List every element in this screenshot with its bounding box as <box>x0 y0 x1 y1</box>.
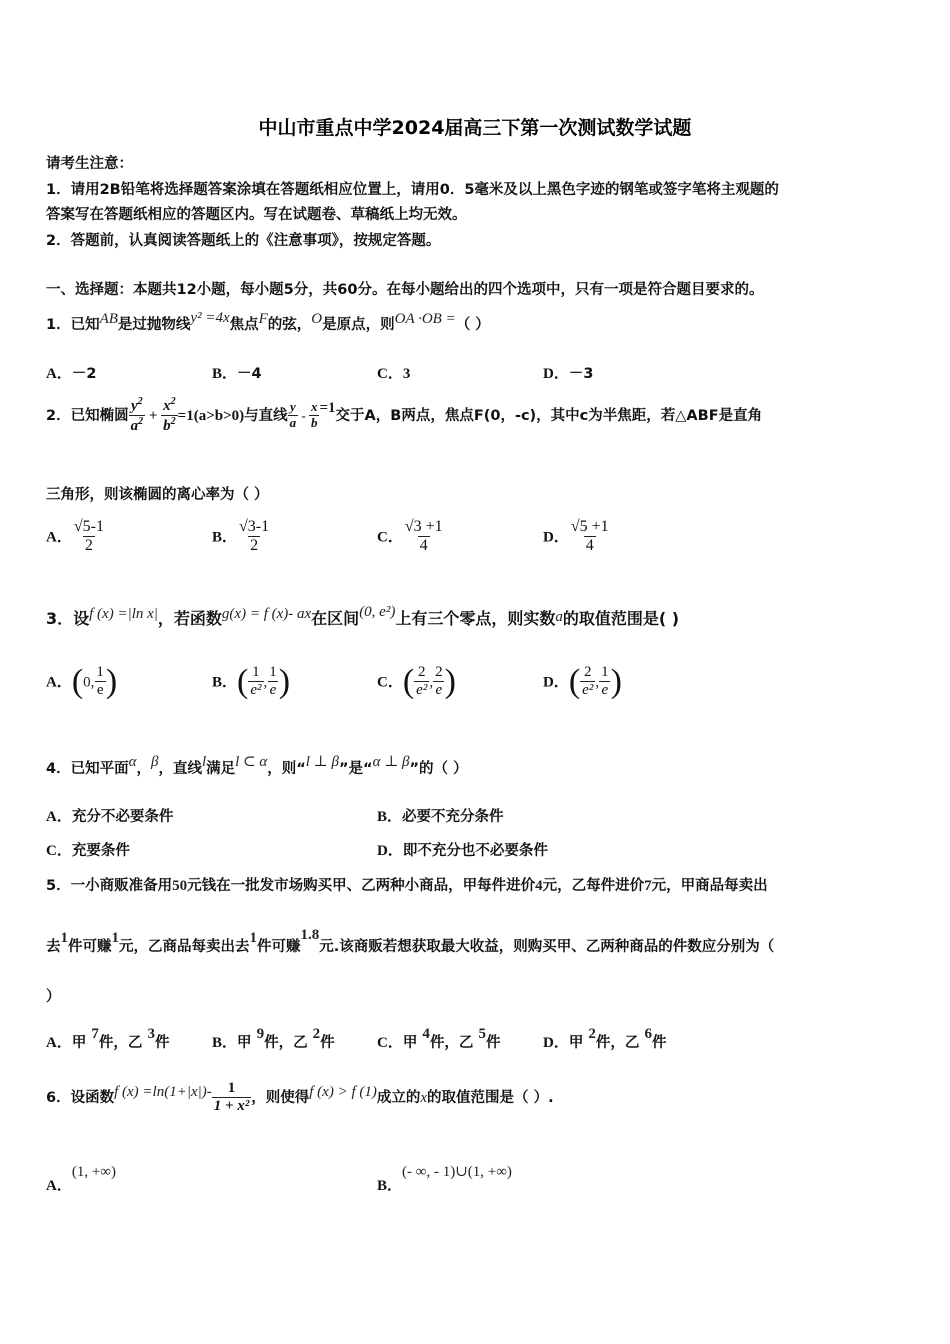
q1-option-b[interactable]: B．－4 <box>212 366 262 382</box>
q2-line-equals: =1 <box>319 399 336 416</box>
q4-beta: β <box>150 754 159 770</box>
q3-a: a <box>555 609 563 625</box>
q2-ellipse-x-term: $\frac{x^2}{b^2}$ <box>163 396 176 435</box>
q4-option-c[interactable]: C．充要条件 <box>46 843 130 859</box>
q3-f-def: f (x) =|ln x| <box>89 606 158 622</box>
q5-price-b: 7 <box>644 878 652 894</box>
q4-option-a[interactable]: A．充分不必要条件 <box>46 809 174 825</box>
question-6: 6．设函数f (x) =ln(1+|x|)- $\frac{1}{\text{1 + x²}}$ ，则使得f (x) > f (1)成立的x的取值范围是（ ）. <box>46 1080 554 1115</box>
q1-focus-f: F <box>258 311 268 327</box>
q5-option-a[interactable]: A．甲 7件，乙 3件 <box>46 1026 170 1051</box>
q1-origin-o: O <box>311 311 323 327</box>
q4-perp-2: α ⊥ β <box>372 754 410 770</box>
q3-g-def: g(x) = f (x)- ax <box>221 606 312 622</box>
q1-option-c[interactable]: C．3 <box>377 366 411 382</box>
q6-function: f (x) =ln(1+|x|)- <box>114 1083 212 1100</box>
q6-fraction: $\frac{1}{\text{1 + x²}}$ <box>213 1080 250 1115</box>
q2-line-y-term: $\frac{y}{a}$ <box>289 399 297 431</box>
q3-option-a[interactable]: A．(0, $\frac{1}{e}$ ) <box>46 662 118 700</box>
q1-text-6: （ ） <box>455 317 490 333</box>
q3-text-3: 在区间 <box>311 609 360 628</box>
question-2: 2．已知椭圆 $\frac{y^2}{a^2}$ + $\frac{x^2}{b^2}$ =1(a>b>0)与直线 $\frac{y}{a}$ - $\frac{x}{b}$ =1交于A，B两点，焦点F(0，-c)，其中c为半焦距，若△ABF是直角 <box>46 396 763 435</box>
q4-option-d[interactable]: D．即不充分也不必要条件 <box>377 843 548 859</box>
q1-option-d[interactable]: D．－3 <box>543 366 594 382</box>
question-4: 4．已知平面α，β，直线l满足l ⊂ α，则“l ⊥ β”是“α ⊥ β”的（ ） <box>46 754 468 777</box>
q5-option-b[interactable]: B．甲 9件，乙 2件 <box>212 1026 335 1051</box>
q2-option-d[interactable]: D． $\frac{√5 +1}{4}$ <box>543 518 609 555</box>
q2-text-1: 2．已知椭圆 <box>46 407 129 424</box>
question-5-line-3: ） <box>46 989 61 1005</box>
q4-text-1: 4．已知平面 <box>46 761 129 777</box>
notice-item-2: 2．答题前，认真阅读答题纸上的《注意事项》，按规定答题。 <box>46 233 441 249</box>
q4-text-2: ，直线 <box>158 761 202 777</box>
q6-option-b[interactable]: B．(- ∞, - 1)∪(1, +∞) <box>377 1164 512 1194</box>
q4-text-6: ”的（ ） <box>409 761 468 777</box>
q3-option-b[interactable]: B．( $\frac{1}{\text{e²}}$ , $\frac{1}{e}$ ) <box>212 662 291 700</box>
q5-option-c[interactable]: C．甲 4件，乙 5件 <box>377 1026 501 1051</box>
section-heading: 一、选择题：本题共12小题，每小题5分，共60分。在每小题给出的四个选项中，只有一项是符合题目要求的。 <box>46 282 764 298</box>
q1-text-5: 是原点，则 <box>322 317 395 333</box>
page-title: 中山市重点中学2024届高三下第一次测试数学试题 <box>258 117 692 139</box>
q2-text-3: 交于A，B两点，焦点F(0，-c)，其中c为半焦距，若△ABF是直角 <box>335 407 763 424</box>
notice-heading: 请考生注意： <box>46 156 133 172</box>
q4-text-5: ”是“ <box>339 761 373 777</box>
q3-interval: (0, e²) <box>359 604 396 620</box>
q1-text-1: 1．已知 <box>46 317 100 333</box>
q4-line-l: l <box>201 754 207 770</box>
q6-option-a[interactable]: A．(1, +∞) <box>46 1164 116 1194</box>
q1-ab: AB <box>99 311 118 327</box>
q2-option-c[interactable]: C． $\frac{√3 +1}{4}$ <box>377 518 443 555</box>
q3-option-c[interactable]: C．( $\frac{2}{\text{e²}}$ , $\frac{2}{e}$ ) <box>377 662 456 700</box>
q4-alpha: α <box>128 754 137 770</box>
q3-text-4: 上有三个零点，则实数 <box>395 609 556 628</box>
q3-option-d[interactable]: D．( $\frac{2}{\text{e²}}$ , $\frac{1}{e}$ ) <box>543 662 622 700</box>
q2-text-2: 与直线 <box>244 407 288 424</box>
q4-subset: l ⊂ α <box>235 754 268 770</box>
q2-ellipse-condition: =1(a>b>0) <box>177 407 245 424</box>
q1-dot-product: OA ·OB = <box>394 311 456 327</box>
q1-option-a[interactable]: A．－2 <box>46 366 97 382</box>
question-5-line-2: 去1件可赚1元，乙商品每卖出去1件可赚1.8元.该商贩若想获取最大收益，则购买甲、乙两种商品的件数应分别为（ <box>46 927 775 955</box>
q3-text-1: 3．设 <box>46 609 90 628</box>
q2-line-x-term: $\frac{x}{b}$ <box>310 399 318 431</box>
q4-text-3: 满足 <box>206 761 236 777</box>
q2-option-b[interactable]: B． $\frac{√3-1}{2}$ <box>212 518 270 555</box>
q5-amount-50: 50 <box>172 878 188 894</box>
question-1 <box>46 310 490 334</box>
q1-text-4: 的弦， <box>267 317 312 333</box>
q3-text-5: 的取值范围是( ) <box>562 609 680 628</box>
notice-item-1-line-1: 1．请用2B铅笔将选择题答案涂填在答题纸相应位置上，请用0．5毫米及以上黑色字迹的钢笔或签字笔将主观题的 <box>46 182 779 198</box>
q1-parabola: y² =4x <box>190 310 230 326</box>
q6-x: x <box>420 1089 428 1106</box>
q2-ellipse-y-term: $\frac{y^2}{a^2}$ <box>130 396 144 435</box>
notice-item-1-line-2: 答案写在答题纸相应的答题区内。写在试题卷、草稿纸上均无效。 <box>46 207 467 223</box>
q1-text-2: 是过抛物线 <box>117 317 191 333</box>
question-3 <box>46 606 679 629</box>
q2-option-a[interactable]: A． $\frac{√5-1}{2}$ <box>46 518 104 555</box>
q1-text-3: 焦点 <box>229 317 259 333</box>
q6-inequality: f (x) > f (1) <box>309 1083 377 1100</box>
q4-perp-1: l ⊥ β <box>305 754 340 770</box>
q4-option-b[interactable]: B．必要不充分条件 <box>377 809 504 825</box>
q2-text-4: 三角形，则该椭圆的离心率为（ ） <box>46 487 269 503</box>
q5-option-d[interactable]: D．甲 2件，乙 6件 <box>543 1026 667 1051</box>
q3-text-2: ，若函数 <box>157 609 222 628</box>
question-5-line-1: 5．一小商贩准备用50元钱在一批发市场购买甲、乙两种小商品，甲每件进价4元，乙每件进价7元，甲商品每卖出 <box>46 878 768 894</box>
q4-text-4: ，则“ <box>267 761 306 777</box>
q5-price-a: 4 <box>535 878 543 894</box>
